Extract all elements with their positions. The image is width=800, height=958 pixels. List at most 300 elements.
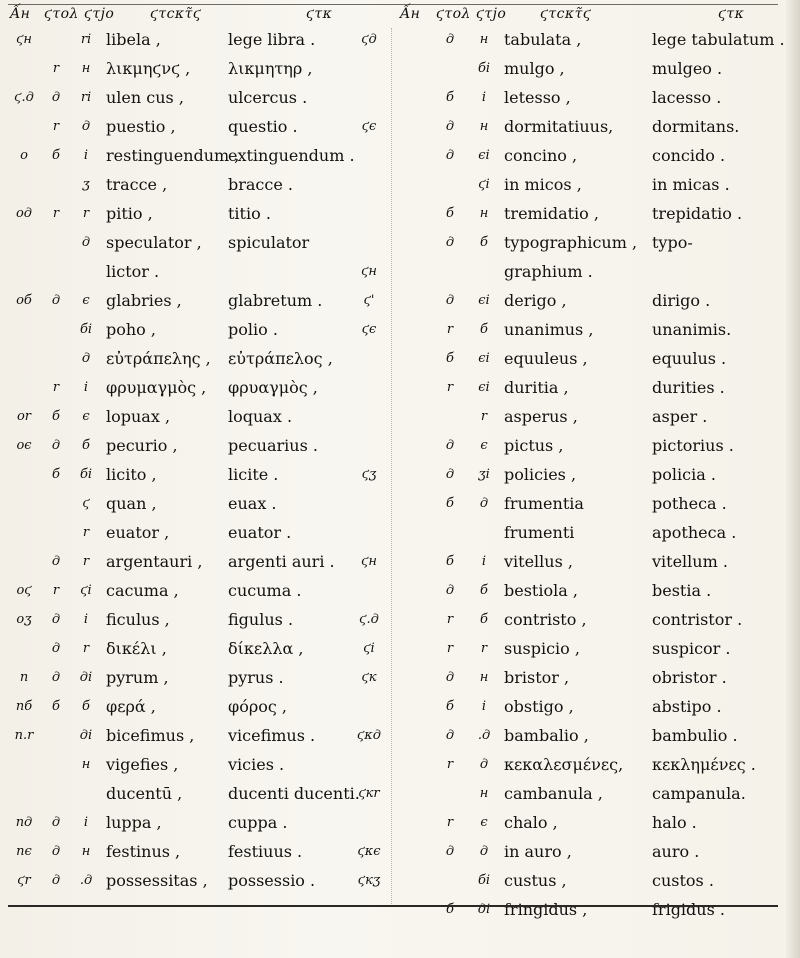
left-correction: pecuarius .: [228, 436, 318, 455]
left-word: luppa ,: [106, 813, 162, 832]
left-correction: loquax .: [228, 407, 293, 426]
left-word: possessitas ,: [106, 871, 208, 890]
right-col-c: i: [481, 90, 487, 105]
left-correction: euax .: [228, 494, 277, 513]
right-word: in micos ,: [504, 175, 582, 194]
right-col-c: ϵi: [478, 293, 490, 308]
left-correction: questio .: [228, 117, 298, 136]
left-col-b: б: [52, 409, 60, 424]
right-word: frumentia: [504, 494, 584, 513]
left-col-c: r: [82, 206, 90, 221]
right-row: [400, 639, 770, 659]
right-col-c: ϵi: [478, 148, 490, 163]
right-correction: campanula.: [652, 784, 746, 803]
left-correction: licite .: [228, 465, 279, 484]
right-word: derigo ,: [504, 291, 567, 310]
right-correction: vitellum .: [652, 552, 728, 571]
left-row: [10, 726, 390, 746]
page-edge: [786, 0, 800, 958]
right-word: fringidus ,: [504, 900, 588, 919]
right-col-c: б: [480, 322, 488, 337]
right-row: [400, 726, 770, 746]
right-row: [400, 88, 770, 108]
right-correction: abstipo .: [652, 697, 722, 716]
left-correction: pyrus .: [228, 668, 284, 687]
right-col-c: н: [479, 786, 489, 801]
right-col-c: ʒi: [478, 467, 490, 482]
right-correction: contristor .: [652, 610, 743, 629]
right-row: [400, 871, 770, 891]
left-col-c: д: [81, 235, 91, 250]
header-left-2: ϛτϳο: [84, 6, 115, 22]
right-word: mulgo ,: [504, 59, 565, 78]
left-row: [10, 697, 390, 717]
right-row: [400, 755, 770, 775]
right-row: [400, 465, 770, 485]
left-row: [10, 30, 390, 50]
right-col-b: б: [446, 699, 454, 714]
right-word: bambalio ,: [504, 726, 589, 745]
left-correction: vicefimus .: [228, 726, 316, 745]
left-row: [10, 436, 390, 456]
right-col-b: д: [445, 728, 455, 743]
left-word: poho ,: [106, 320, 156, 339]
header-right-1: ϛτολ: [436, 6, 471, 22]
right-col-b: б: [446, 351, 454, 366]
right-correction: κεκλημένες .: [652, 755, 756, 774]
left-correction: spiculator: [228, 233, 310, 252]
left-page-ref: ϛi: [363, 641, 375, 656]
left-col-b: д: [51, 90, 61, 105]
left-col-c: ϛi: [80, 583, 92, 598]
right-word: policies ,: [504, 465, 577, 484]
right-row: [400, 117, 770, 137]
right-row: [400, 349, 770, 369]
left-row: [10, 871, 390, 891]
left-word: φρυμαγμὸς ,: [106, 378, 207, 397]
left-col-a: ϛ.д: [14, 90, 34, 105]
left-col-c: бi: [79, 322, 93, 337]
left-col-b: д: [51, 670, 61, 685]
left-row: [10, 117, 390, 137]
left-row: [10, 320, 390, 340]
left-word: εὐτράπελης ,: [106, 349, 211, 368]
header-left-4: ϛτκ: [306, 6, 333, 22]
right-col-b: д: [445, 844, 455, 859]
left-col-b: б: [52, 699, 60, 714]
left-word: festinus ,: [106, 842, 181, 861]
left-correction: φόρος ,: [228, 697, 288, 716]
left-word: libela ,: [106, 30, 161, 49]
left-row: [10, 639, 390, 659]
left-word: δικέλι ,: [106, 639, 167, 658]
right-col-b: д: [445, 670, 455, 685]
right-word: cambanula ,: [504, 784, 603, 803]
right-correction: frigidus .: [652, 900, 725, 919]
left-row: [10, 349, 390, 369]
right-word: tremidatio ,: [504, 204, 599, 223]
right-correction: policia .: [652, 465, 716, 484]
left-row: [10, 813, 390, 833]
left-col-b: r: [52, 206, 60, 221]
left-page-ref: ϛκд: [356, 728, 382, 743]
left-row: [10, 233, 390, 253]
right-correction: bambulio .: [652, 726, 738, 745]
left-correction: cuppa .: [228, 813, 288, 832]
right-word: suspicio ,: [504, 639, 580, 658]
left-col-b: д: [51, 612, 61, 627]
right-word: contristo ,: [504, 610, 587, 629]
left-col-c: r: [82, 554, 90, 569]
left-col-a: ϛн: [16, 32, 32, 47]
left-correction: δίκελλα ,: [228, 639, 304, 658]
left-col-a: oб: [16, 293, 32, 308]
left-correction: euator .: [228, 523, 292, 542]
left-row: [10, 175, 390, 195]
right-row: [400, 697, 770, 717]
right-row: [400, 407, 770, 427]
left-col-c: ϵ: [82, 293, 90, 308]
right-correction: trepidatio .: [652, 204, 743, 223]
left-word: ulen cus ,: [106, 88, 184, 107]
right-correction: typo-: [652, 233, 693, 252]
left-correction: vicies .: [228, 755, 285, 774]
left-row: [10, 465, 390, 485]
left-col-c: r: [82, 525, 90, 540]
right-word: duritia ,: [504, 378, 569, 397]
left-row: [10, 262, 390, 282]
right-col-b: д: [445, 119, 455, 134]
right-row: [400, 784, 770, 804]
right-col-b: д: [445, 293, 455, 308]
left-col-c: д: [81, 351, 91, 366]
right-row: [400, 523, 770, 543]
right-col-b: r: [446, 757, 454, 772]
right-word: κεκαλεσμένες,: [504, 755, 624, 774]
left-row: [10, 610, 390, 630]
left-word: λικμηϛνϛ ,: [106, 59, 191, 78]
left-col-c: i: [83, 612, 89, 627]
left-col-a: oʒ: [16, 612, 32, 627]
left-correction: bracce .: [228, 175, 293, 194]
right-correction: lege tabulatum .: [652, 30, 785, 49]
right-col-b: б: [446, 496, 454, 511]
right-word: vitellus ,: [504, 552, 573, 571]
header-left: [10, 6, 390, 28]
left-col-b: д: [51, 815, 61, 830]
right-col-b: б: [446, 90, 454, 105]
right-col-c: д: [479, 757, 489, 772]
right-word: concino ,: [504, 146, 578, 165]
left-col-a: пϵ: [16, 844, 32, 859]
right-col-c: ϵi: [478, 380, 490, 395]
right-col-c: ϵi: [478, 351, 490, 366]
left-col-b: д: [51, 641, 61, 656]
left-col-c: б: [82, 699, 90, 714]
left-col-b: r: [52, 119, 60, 134]
bottom-rule: [8, 905, 778, 907]
left-col-a: п.r: [14, 728, 34, 743]
right-word: dormitatiuus,: [504, 117, 614, 136]
left-word: restinguendum ,: [106, 146, 240, 165]
left-col-c: ʒ: [82, 177, 90, 192]
right-col-c: .д: [477, 728, 491, 743]
left-word: speculator ,: [106, 233, 202, 252]
right-word: custus ,: [504, 871, 567, 890]
left-col-a: oϛ: [16, 583, 32, 598]
header-left-1: ϛτολ: [44, 6, 79, 22]
right-col-c: бi: [477, 873, 491, 888]
left-word: quan ,: [106, 494, 157, 513]
left-col-c: ϵ: [82, 409, 90, 424]
left-page-ref: ϛ': [363, 293, 375, 308]
right-col-c: б: [480, 583, 488, 598]
left-col-c: н: [81, 757, 91, 772]
left-correction: argenti auri .: [228, 552, 335, 571]
right-col-c: ϵ: [480, 815, 488, 830]
left-col-c: ϛ: [82, 496, 90, 511]
right-col-c: н: [479, 119, 489, 134]
left-page-ref: ϛ.д: [359, 612, 379, 627]
right-col-b: r: [446, 322, 454, 337]
right-col-b: б: [446, 554, 454, 569]
left-correction: polio .: [228, 320, 278, 339]
left-word: glabries ,: [106, 291, 182, 310]
right-col-c: ϵ: [480, 438, 488, 453]
left-word: licito ,: [106, 465, 157, 484]
left-row: [10, 59, 390, 79]
right-correction: unanimis.: [652, 320, 732, 339]
left-word: cacuma ,: [106, 581, 179, 600]
left-page-ref: ϛϵ: [361, 119, 377, 134]
left-col-a: пб: [15, 699, 33, 714]
right-correction: pictorius .: [652, 436, 734, 455]
right-word: tabulata ,: [504, 30, 582, 49]
right-word: letesso ,: [504, 88, 571, 107]
left-col-b: д: [51, 873, 61, 888]
left-word: ficulus ,: [106, 610, 170, 629]
left-correction: εὐτράπελος ,: [228, 349, 333, 368]
right-row: [400, 436, 770, 456]
left-col-a: oд: [15, 206, 33, 221]
right-col-c: н: [479, 206, 489, 221]
right-row: [400, 204, 770, 224]
left-col-b: б: [52, 467, 60, 482]
right-word: graphium .: [504, 262, 593, 281]
right-correction: custos .: [652, 871, 714, 890]
left-col-c: дi: [79, 728, 93, 743]
right-col-b: д: [445, 32, 455, 47]
left-col-a: пд: [15, 815, 33, 830]
left-col-b: r: [52, 61, 60, 76]
right-col-c: дi: [477, 902, 491, 917]
right-row: [400, 320, 770, 340]
left-col-c: н: [81, 844, 91, 859]
left-page-ref: ϛʒ: [361, 467, 377, 482]
left-col-c: бi: [79, 467, 93, 482]
right-col-c: i: [481, 699, 487, 714]
right-col-b: r: [446, 815, 454, 830]
right-col-c: i: [481, 554, 487, 569]
right-correction: suspicor .: [652, 639, 731, 658]
header-right-0: Ấн: [400, 6, 421, 22]
right-col-b: б: [446, 902, 454, 917]
left-col-c: i: [83, 815, 89, 830]
left-col-b: д: [51, 554, 61, 569]
left-row: [10, 378, 390, 398]
left-page-ref: ϛн: [361, 554, 377, 569]
left-word: lopuax ,: [106, 407, 171, 426]
left-correction: extinguendum .: [228, 146, 355, 165]
left-correction: ducenti ducenti.: [228, 784, 360, 803]
right-col-b: д: [445, 148, 455, 163]
right-col-b: д: [445, 467, 455, 482]
left-col-a: o: [20, 148, 28, 163]
left-row: [10, 494, 390, 514]
right-correction: concido .: [652, 146, 726, 165]
left-col-b: д: [51, 438, 61, 453]
right-row: [400, 30, 785, 50]
right-row: [400, 146, 770, 166]
header-right-2: ϛτϳο: [476, 6, 507, 22]
right-row: [400, 581, 770, 601]
right-correction: auro .: [652, 842, 700, 861]
header-left-3: ϛτϲκτ̃ϛ: [150, 6, 202, 22]
left-row: [10, 581, 390, 601]
top-rule: [8, 4, 778, 5]
left-row: [10, 668, 390, 688]
left-row: [10, 523, 390, 543]
right-word: unanimus ,: [504, 320, 594, 339]
header-right-3: ϛτϲκτ̃ϛ: [540, 6, 592, 22]
left-correction: φρυαγμὸς ,: [228, 378, 318, 397]
header-right: [400, 6, 770, 28]
right-col-b: r: [446, 612, 454, 627]
left-correction: festiuus .: [228, 842, 303, 861]
left-col-c: ri: [80, 90, 92, 105]
left-page-ref: ϛϵ: [361, 322, 377, 337]
left-word: tracce ,: [106, 175, 168, 194]
left-correction: λικμητηρ ,: [228, 59, 313, 78]
header-right-4: ϛτκ: [718, 6, 745, 22]
right-word: pictus ,: [504, 436, 564, 455]
right-correction: obristor .: [652, 668, 727, 687]
right-correction: durities .: [652, 378, 725, 397]
left-col-c: д: [81, 119, 91, 134]
left-row: [10, 755, 390, 775]
left-word: bicefimus ,: [106, 726, 195, 745]
left-col-b: д: [51, 844, 61, 859]
left-page-ref: ϛкʒ: [357, 873, 381, 888]
right-word: bristor ,: [504, 668, 570, 687]
left-word: lictor .: [106, 262, 160, 281]
left-col-b: б: [52, 148, 60, 163]
right-col-c: д: [479, 844, 489, 859]
right-row: [400, 59, 770, 79]
left-col-c: дi: [79, 670, 93, 685]
left-col-b: д: [51, 293, 61, 308]
right-word: bestiola ,: [504, 581, 578, 600]
left-col-b: r: [52, 380, 60, 395]
right-row: [400, 668, 770, 688]
right-row: [400, 552, 770, 572]
right-row: [400, 291, 770, 311]
left-col-c: б: [82, 438, 90, 453]
right-word: obstigo ,: [504, 697, 574, 716]
right-word: in auro ,: [504, 842, 572, 861]
right-row: [400, 813, 770, 833]
right-col-c: r: [480, 641, 488, 656]
left-col-c: r: [82, 641, 90, 656]
right-row: [400, 378, 770, 398]
center-divider: [391, 28, 393, 904]
right-col-b: д: [445, 235, 455, 250]
right-col-c: ϛi: [478, 177, 490, 192]
left-col-a: п: [19, 670, 29, 685]
right-row: [400, 842, 770, 862]
right-col-c: бi: [477, 61, 491, 76]
right-correction: equulus .: [652, 349, 727, 368]
left-word: pecurio ,: [106, 436, 178, 455]
left-row: [10, 842, 390, 862]
right-correction: dormitans.: [652, 117, 740, 136]
right-correction: potheca .: [652, 494, 727, 513]
left-row: [10, 204, 390, 224]
right-word: asperus ,: [504, 407, 578, 426]
right-col-c: д: [479, 496, 489, 511]
left-row: [10, 552, 390, 572]
left-row: [10, 784, 390, 804]
left-page-ref: ϛк: [361, 670, 377, 685]
left-word: ducentū ,: [106, 784, 183, 803]
right-row: [400, 233, 770, 253]
left-word: φερά ,: [106, 697, 156, 716]
right-col-c: н: [479, 32, 489, 47]
left-col-a: ϛr: [17, 873, 31, 888]
left-col-c: ri: [80, 32, 92, 47]
left-word: argentauri ,: [106, 552, 203, 571]
left-correction: possessio .: [228, 871, 316, 890]
right-col-b: д: [445, 438, 455, 453]
left-correction: titio .: [228, 204, 271, 223]
left-col-c: .д: [79, 873, 93, 888]
left-row: [10, 146, 390, 166]
left-word: euator ,: [106, 523, 170, 542]
left-col-c: i: [83, 380, 89, 395]
left-col-b: r: [52, 583, 60, 598]
right-correction: asper .: [652, 407, 708, 426]
left-col-c: i: [83, 148, 89, 163]
right-row: [400, 175, 770, 195]
left-col-c: н: [81, 61, 91, 76]
header-left-0: Ấн: [10, 6, 31, 22]
right-col-c: н: [479, 670, 489, 685]
left-col-a: or: [16, 409, 32, 424]
right-correction: halo .: [652, 813, 697, 832]
right-row: [400, 610, 770, 630]
left-correction: glabretum .: [228, 291, 323, 310]
right-correction: bestia .: [652, 581, 712, 600]
left-word: vigefies ,: [106, 755, 179, 774]
left-page-ref: ϛд: [361, 32, 377, 47]
left-correction: cucuma .: [228, 581, 302, 600]
left-correction: ulcercus .: [228, 88, 308, 107]
right-col-c: б: [480, 235, 488, 250]
left-correction: figulus .: [228, 610, 294, 629]
left-row: [10, 291, 390, 311]
left-page-ref: ϛкr: [358, 786, 380, 801]
right-word: typographicum ,: [504, 233, 638, 252]
